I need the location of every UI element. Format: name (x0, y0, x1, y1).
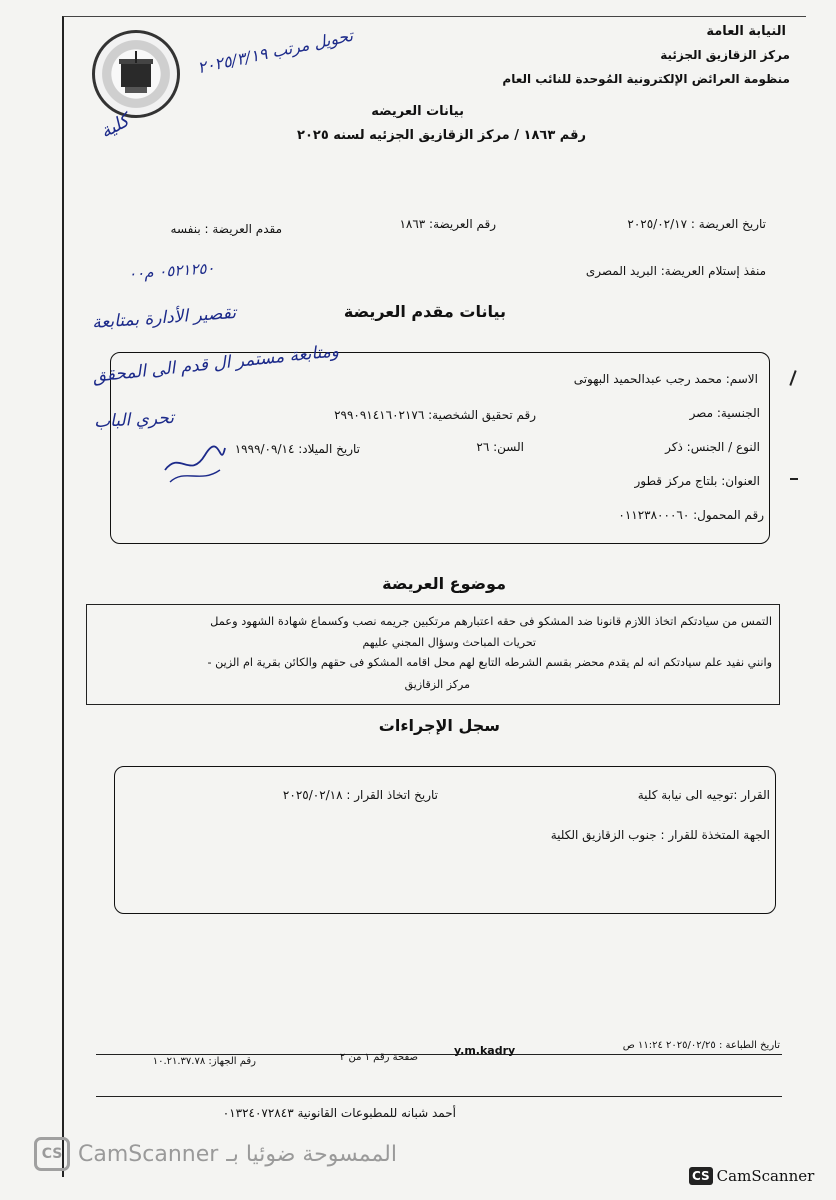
prosecution-seal-icon (92, 30, 180, 118)
camscanner-watermark-arabic: الممسوحة ضوئيا بـ (226, 1141, 398, 1167)
header-line-1: النيابة العامة (706, 24, 786, 39)
subject-line-4: مركز الزقازيق (404, 678, 470, 691)
camscanner-badge (689, 1167, 814, 1185)
handwritten-note-2: ومتابعة مستمر ال قدم الى المحقق (91, 341, 340, 387)
applicant-birth-date: تاريخ الميلاد: ١٩٩٩/٠٩/١٤ (234, 442, 360, 456)
applicant-section-title: بيانات مقدم العريضة (343, 302, 506, 321)
subject-right-rule (779, 604, 780, 704)
petition-channel: منفذ إستلام العريضة: البريد المصرى (585, 264, 766, 278)
subject-top-rule (86, 604, 780, 605)
action-decision: القرار :توجيه الى نيابة كلية (637, 788, 770, 802)
page-frame (62, 16, 806, 1177)
petition-date: تاريخ العريضة : ٢٠٢٥/٠٢/١٧ (627, 217, 766, 231)
handwritten-note-3: تحري الباب (93, 407, 175, 433)
camscanner-logo-icon: CS (34, 1137, 70, 1171)
camscanner-badge-logo-icon: CS (689, 1167, 713, 1185)
camscanner-watermark-latin: CamScanner (78, 1141, 219, 1167)
action-decision-date: تاريخ اتخاذ القرار : ٢٠٢٥/٠٢/١٨ (282, 788, 438, 802)
footer-bottom-rule (96, 1096, 782, 1097)
handwritten-note-1: تقصير الأدارة بمتابعة (91, 302, 237, 334)
subject-bottom-rule (86, 704, 780, 705)
petition-number: رقم العريضة: ١٨٦٣ (399, 217, 496, 231)
subject-section-title: موضوع العريضة (382, 574, 506, 593)
action-authority: الجهة المتخذة للقرار : جنوب الزقازيق الكلية (550, 828, 770, 842)
header-line-3: منظومة العرائض الإلكترونية المُوحدة للنائب العام (502, 72, 790, 86)
footer-page: صفحة رقم ١ من ٢ (339, 1052, 418, 1063)
subject-left-rule (86, 604, 87, 704)
page-title: بيانات العريضه (371, 104, 464, 119)
signature-scribble-icon (160, 440, 230, 486)
footer-print-date: تاريخ الطباعة : ٢٠٢٥/٠٢/٢٥ ١١:٢٤ ص (622, 1040, 780, 1051)
applicant-age: السن: ٢٦ (476, 440, 524, 454)
camscanner-badge-text: CamScanner (716, 1167, 815, 1185)
handwritten-top-signature: كلية (96, 110, 133, 143)
margin-mark (790, 478, 798, 480)
footer-user: y.m.kadry (454, 1044, 516, 1057)
petition-submitter: مقدم العريضة : بنفسه (170, 222, 282, 236)
subject-line-3: وانني نفيد علم سيادتكم انه لم يقدم محضر بقسم الشرطه التابع لهم محل اقامه المشكو فى حقهم والكائن بقرية ام الزين - (207, 656, 772, 669)
applicant-nationality: الجنسية: مصر (689, 406, 760, 420)
footer-printer: أحمد شبانه للمطبوعات القانونية ٠١٣٢٤٠٧٢٨٤٣ (222, 1106, 456, 1120)
applicant-national-id: رقم تحقيق الشخصية: ٢٩٩٠٩١٤١٦٠٢١٧٦ (334, 408, 536, 422)
subject-line-2: تحريات المباحث وسؤال المجني عليهم (362, 636, 536, 649)
handwritten-number: ٠٥٢١٢٥٠ م٠٠ (127, 259, 216, 283)
footer-device: رقم الجهاز: ١٠.٢١.٣٧.٧٨ (152, 1056, 256, 1067)
actions-section-title: سجل الإجراءات (378, 716, 500, 735)
applicant-name: الاسم: محمد رجب عبدالحميد البهوتى (573, 372, 758, 386)
camscanner-watermark (34, 1138, 397, 1170)
page-subtitle: رقم ١٨٦٣ / مركز الزقازيق الجزئيه لسنه ٢٠٢٥ (297, 128, 586, 143)
applicant-gender: النوع / الجنس: ذكر (665, 440, 760, 454)
subject-line-1: التمس من سيادتكم اتخاذ اللازم قانونا ضد المشكو فى حقه اعتبارهم مرتكبين جريمه نصب وكسماع شهادة الشهود وعمل (210, 614, 772, 628)
handwritten-transfer-note: تحويل مرتب ٢٠٢٥/٣/١٩ (195, 25, 355, 78)
applicant-address: العنوان: بلتاج مركز قطور (634, 474, 760, 488)
footer-top-rule (96, 1054, 782, 1055)
applicant-mobile: رقم المحمول: ٠١١٢٣٨٠٠٠٦٠ (618, 508, 764, 522)
header-line-2: مركز الزقازيق الجزئية (660, 48, 790, 62)
